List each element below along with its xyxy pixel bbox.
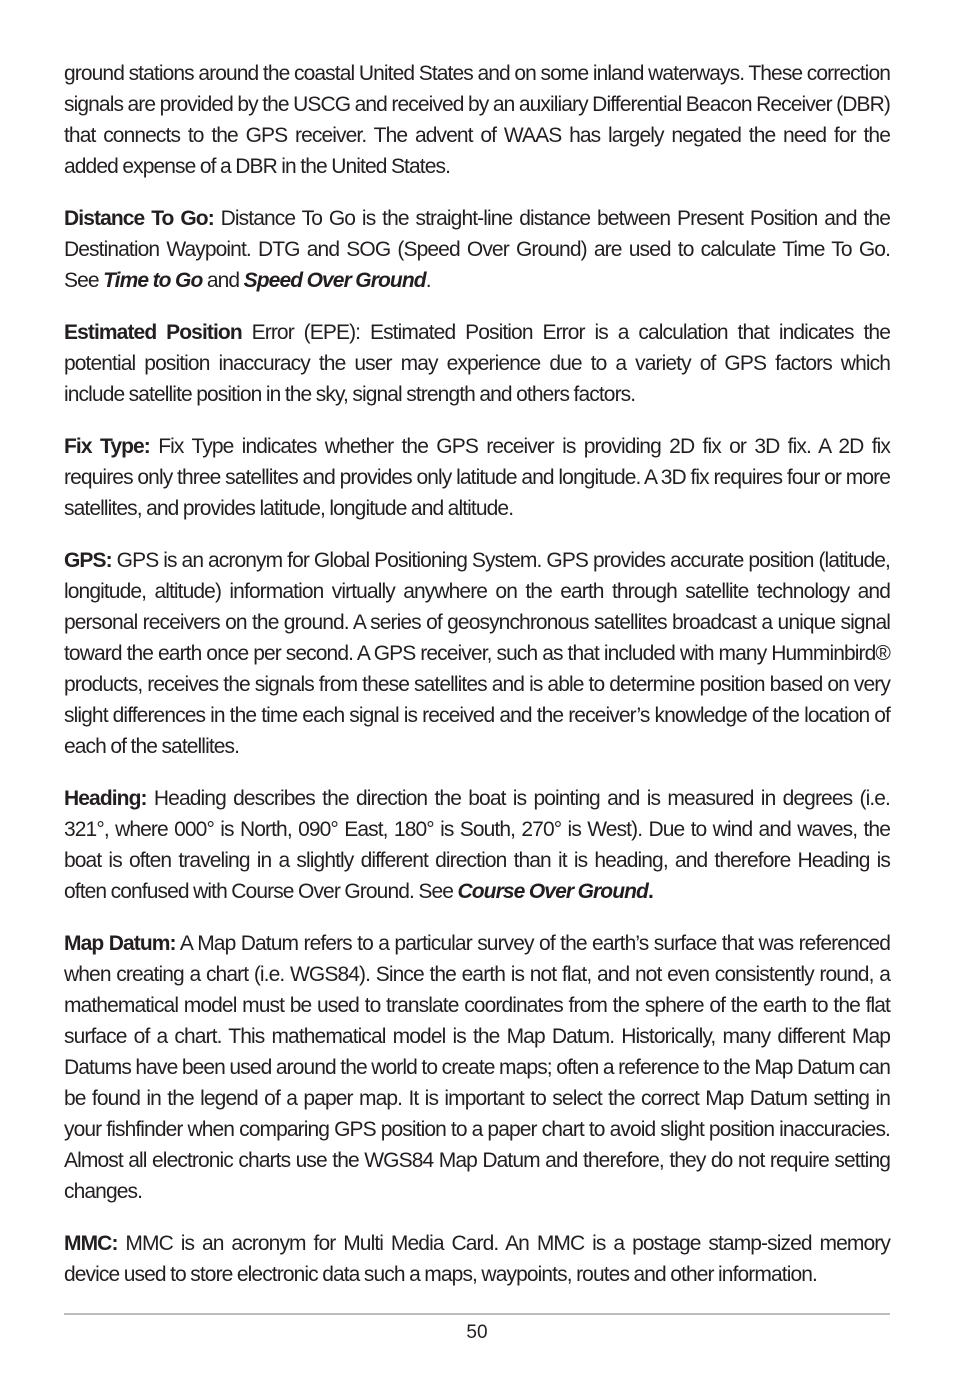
definition-text: Distance To Go is the straight-line distance between Present Position and the Destination Waypoint. DTG and SOG (Speed Over Ground) are used to calculate Time To Go. See [64,207,890,292]
definition-text: A Map Datum refers to a particular survey of the earth’s surface that was referenced when creating a chart (i.e. WGS84). Since the earth is not flat, and not even consistently round, a mathematical model must be used to translate coordinates from the sphere of the earth to the flat surface of a chart. This mathematical model is the Map Datum. Historically, many different Map Datums have been used around the world to create maps; often a reference to the Map Datum can be found in the legend of a paper map. It is important to select the correct Map Datum setting in your fishfinder when comparing GPS position to a paper chart to avoid slight position inaccuracies. Almost all electronic charts use the WGS84 Map Datum and therefore, they do not require setting changes. [64,932,890,1203]
cross-reference: Speed Over Ground [243,269,426,292]
glossary-entry [64,1228,890,1290]
definition-text: . [648,880,653,903]
glossary-entry [64,431,890,524]
glossary-term: Distance To Go: [64,207,214,230]
page-number: 50 [466,1322,488,1343]
glossary-entry [64,58,890,182]
glossary-entry [64,783,890,907]
glossary-body [64,58,890,1311]
definition-text: Error (EPE): Estimated Position Error is a calculation that indicates the potential position inaccuracy the user may experience due to a variety of GPS factors which include satellite position in the sky, signal strength and others factors. [64,321,890,406]
glossary-term: GPS: [64,549,112,572]
definition-text: Heading describes the direction the boat is pointing and is measured in degrees (i.e. 321°, where 000° is North, 090° East, 180° is South, 270° is West). Due to wind and waves, the boat is often traveling in a slightly different direction than it is heading, and therefore Heading is often confused with Course Over Ground. See [64,787,890,903]
glossary-term: Heading: [64,787,147,810]
definition-text: MMC is an acronym for Multi Media Card. An MMC is a postage stamp-sized memory device used to store electronic data such a maps, waypoints, routes and other information. [64,1232,890,1286]
footer-divider [64,1313,890,1315]
glossary-entry [64,317,890,410]
glossary-entry [64,545,890,762]
definition-text: Fix Type indicates whether the GPS receiver is providing 2D fix or 3D fix. A 2D fix requires only three satellites and provides only latitude and longitude. A 3D fix requires four or more satellites, and provides latitude, longitude and altitude. [64,435,890,520]
cross-reference: Course Over Ground [457,880,648,903]
glossary-term: Map Datum: [64,932,176,955]
definition-text: . [425,269,431,292]
glossary-entry [64,928,890,1207]
definition-text: and [202,269,244,292]
definition-text: ground stations around the coastal United States and on some inland waterways. These correction signals are provided by the USCG and received by an auxiliary Differential Beacon Receiver (DBR) that connects to the GPS receiver. The advent of WAAS has largely negated the need for the added expense of a DBR in the United States. [64,62,890,178]
cross-reference: Time to Go [103,269,203,292]
definition-text: GPS is an acronym for Global Positioning System. GPS provides accurate position (latitude, longitude, altitude) information virtually anywhere on the earth through satellite technology and personal receivers on the ground. A series of geosynchronous satellites broadcast a unique signal toward the earth once per second. A GPS receiver, such as that included with many Humminbird® products, receives the signals from these satellites and is able to determine position based on very slight differences in the time each signal is received and the receiver’s knowledge of the location of each of the satellites. [64,549,890,758]
glossary-term: Fix Type: [64,435,150,458]
glossary-term: Estimated Position [64,321,242,344]
glossary-entry [64,203,890,296]
glossary-term: MMC: [64,1232,118,1255]
